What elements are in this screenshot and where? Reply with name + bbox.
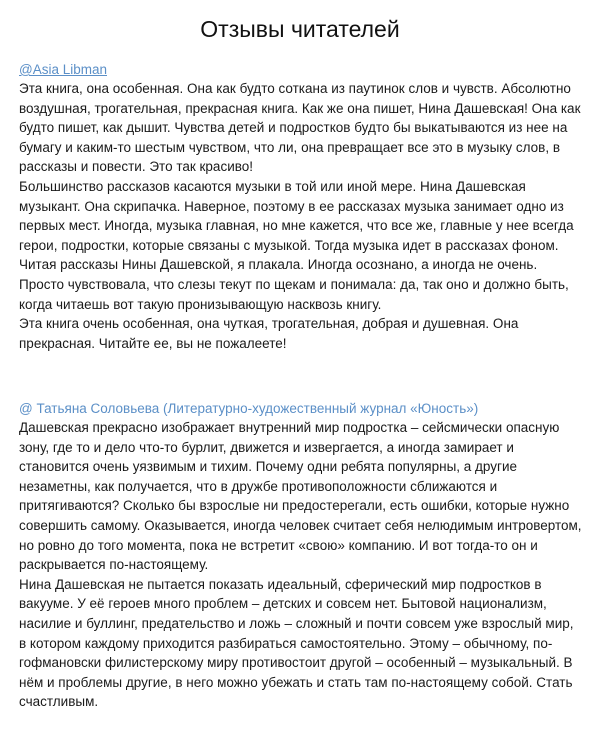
review-paragraph: Эта книга очень особенная, она чуткая, трогательная, добрая и душевная. Она прекрасная. Читайте ее, вы не пожалеете! xyxy=(19,316,519,351)
review-paragraph: Дашевская прекрасно изображает внутренний мир подростка – сейсмически опасную зону, где то и дело что-то бурлит, движется и извергается, а иногда замирает и становится очень уязвимым и тихим. Почему одни ребята популярны, а другие незаметны, как получается, что в дружбе противоположности сближаются и притягиваются? Сколько бы взрослые ни предостерегали, есть ошибки, которые нужно совершить самому. Оказывается, иногда человек считает себя нелюдимым интровертом, но ровно до того момента, пока не встретит «свою» компанию. И вот тогда-то он и раскрывается по-настоящему. xyxy=(19,420,582,573)
review-author-link[interactable]: @ Татьяна Соловьева (Литературно-художественный журнал «Юность») xyxy=(19,401,479,416)
page-title: Отзывы читателей xyxy=(200,16,400,42)
review-card xyxy=(19,399,584,712)
review-text xyxy=(19,418,584,712)
review-text xyxy=(19,79,584,353)
review-paragraph: Читая рассказы Нины Дашевской, я плакала. Иногда осознано, а иногда не очень. Просто чувствовала, что слезы текут по щекам и понимала: да, так оно и должно быть, когда читаешь вот такую пронизывающую насквозь книгу. xyxy=(19,257,569,312)
review-card xyxy=(19,60,584,353)
review-paragraph: Эта книга, она особенная. Она как будто соткана из паутинок слов и чувств. Абсолютно воздушная, трогательная, прекрасная книга. Как же она пишет, Нина Дашевская! Она как будто пишет, как дышит. Чувства детей и подростков будто бы выкатываются из нее на бумагу и каким-то шестым чувством, что ли, она превращает все это в музыку слов, в рассказы и повести. Это так красиво! xyxy=(19,81,581,175)
review-paragraph: Большинство рассказов касаются музыки в той или иной мере. Нина Дашевская музыкант. Она скрипачка. Наверное, поэтому в ее рассказах музыка занимает одно из первых мест. Иногда, музыка главная, но мне кажется, что все же, главные у нее всегда герои, подростки, которые связаны с музыкой. Тогда музыка идет в рассказах фоном. xyxy=(19,178,574,253)
review-paragraph: Нина Дашевская не пытается показать идеальный, сферический мир подростков в вакууме. У её героев много проблем – детских и совсем нет. Бытовой национализм, насилие и буллинг, предательство и ложь – сложный и почти совсем уже взрослый мир, в котором каждому приходится разбираться самостоятельно. Этому – обычному, по-гофмановски филистерскому миру противостоит другой – особенный – музыкальный. В нём и проблемы другие, в него можно убежать и стать там по-настоящему собой. Стать счастливым. xyxy=(19,576,574,710)
review-author-link[interactable]: @Asia Libman xyxy=(19,62,107,77)
